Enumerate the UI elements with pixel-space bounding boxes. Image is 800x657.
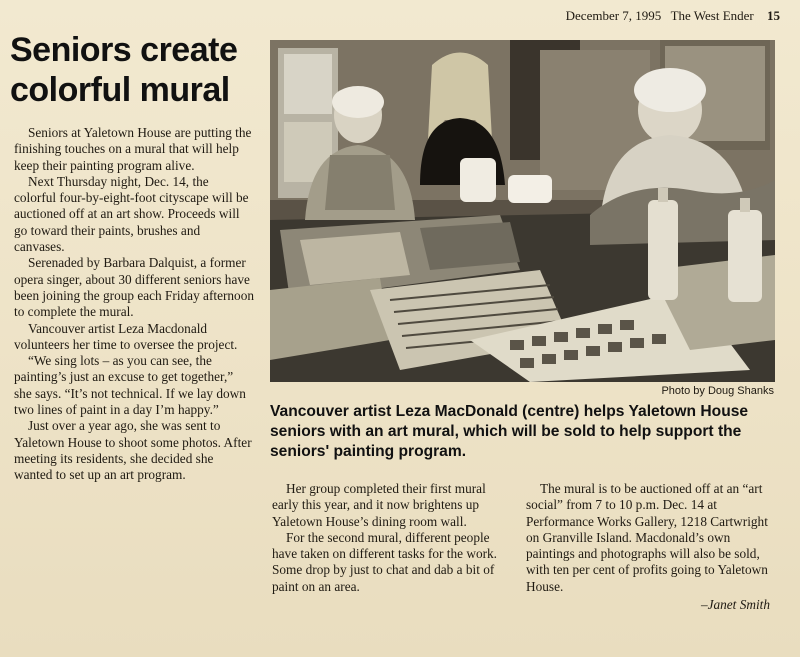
article-column-2: [272, 481, 508, 595]
photo-illustration: [270, 40, 775, 382]
photo-credit: Photo by Doug Shanks: [661, 385, 774, 397]
paragraph: Just over a year ago, she was sent to Yaletown House to shoot some photos. After meeting its residents, she decided she wanted to set up an art program.: [14, 418, 252, 483]
headline-line-1: Seniors create: [10, 31, 238, 69]
paragraph: For the second mural, different people have taken on different tasks for the work. Some drop by just to chat and dab a bit of paint on an area.: [272, 529, 497, 594]
paragraph: Seniors at Yaletown House are putting the finishing touches on a mural that will help keep their painting program alive.: [14, 125, 252, 173]
author-byline: –Janet Smith: [700, 597, 770, 613]
article-headline: [10, 30, 268, 110]
paragraph: The mural is to be auctioned off at an “art social” from 7 to 10 p.m. Dec. 14 at Performance Works Gallery, 1218 Cartwright on Granville Island. Macdonald’s own paintings and photographs will also be sold, with ten per cent of profits going to Yaletown House.: [526, 481, 768, 594]
article-column-3: [526, 481, 770, 613]
photo-caption: Vancouver artist Leza MacDonald (centre) helps Yaletown House seniors with an art mural, which will be sold to help support the seniors' painting program.: [270, 403, 749, 460]
article-column-1: [14, 125, 254, 484]
issue-date: December 7, 1995: [565, 8, 662, 23]
mural-photo: [270, 40, 775, 382]
paragraph: Serenaded by Barbara Dalquist, a former opera singer, about 30 different seniors have been joining the group each Friday afternoon to complete the mural.: [14, 255, 255, 320]
page-header: [560, 8, 780, 24]
publication-name: The West Ender: [670, 8, 754, 23]
page-number: 15: [767, 8, 780, 23]
paragraph: Her group completed their first mural early this year, and it now brightens up Yaletown House’s dining room wall.: [272, 481, 486, 529]
paragraph: “We sing lots – as you can see, the painting’s just an excuse to get together,” she says. “It’s not technical. If we lay down two lines of paint in a day I’m happy.”: [14, 353, 246, 418]
headline-line-2: colorful mural: [10, 71, 230, 109]
paragraph: Next Thursday night, Dec. 14, the colorful four-by-eight-foot cityscape will be auctioned off at an art show. Proceeds will go toward their paints, brushes and canvases.: [14, 173, 249, 255]
paragraph: Vancouver artist Leza Macdonald volunteers her time to oversee the project.: [14, 320, 238, 352]
